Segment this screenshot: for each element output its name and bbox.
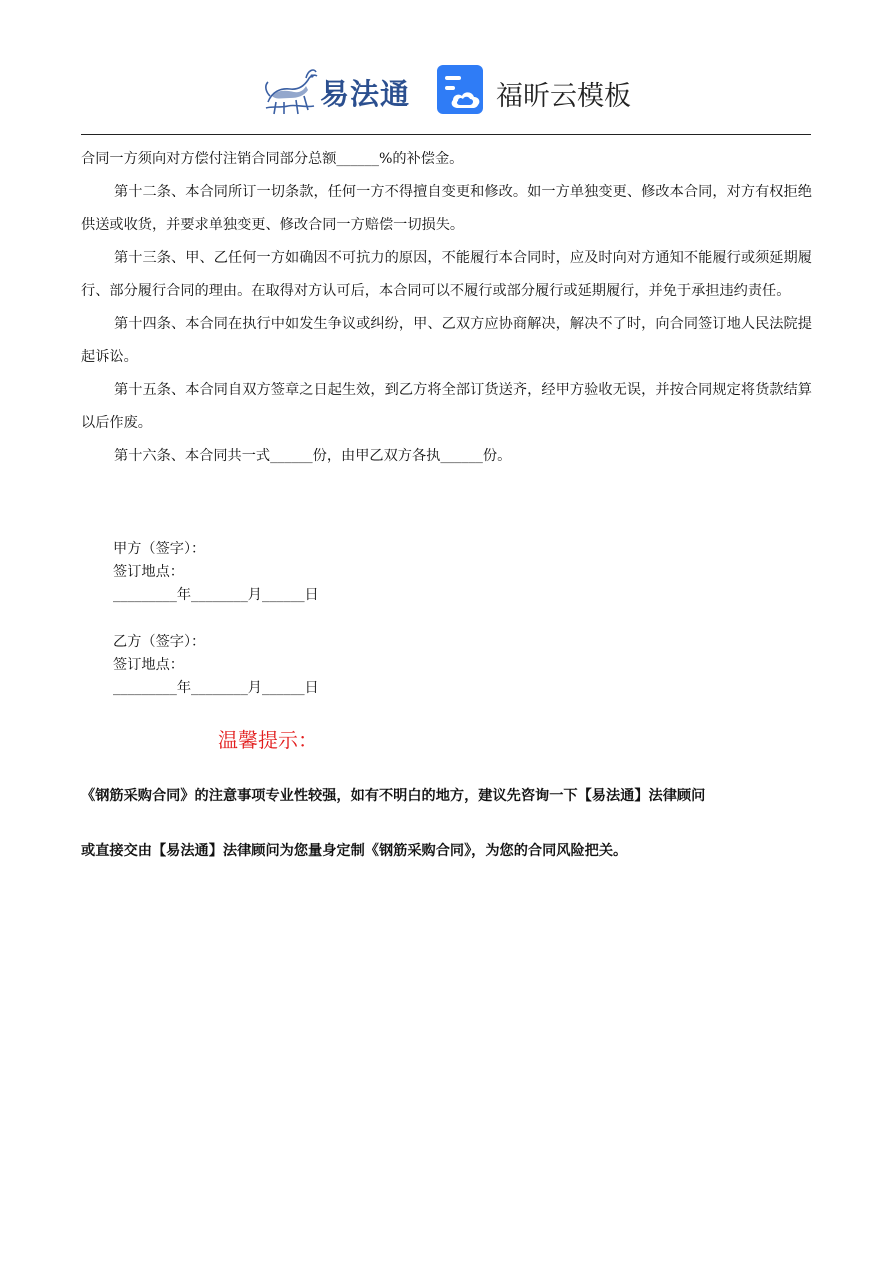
party-b-date-line: _________年________月______日 <box>113 680 319 696</box>
tip-line-1: 《钢筋采购合同》的注意事项专业性较强，如有不明白的地方，建议先咨询一下【易法通】法律顾问 <box>81 788 706 804</box>
party-b-place-label: 签订地点： <box>113 657 184 673</box>
foxit-cloud-icon <box>436 64 486 116</box>
party-a-sign-label: 甲方（签字）： <box>113 541 206 557</box>
clause-15: 第十五条、本合同自双方签章之日起生效，到乙方将全部订货送齐，经甲方验收无误，并按合同规定将货款结算以后作废。 <box>81 382 812 431</box>
party-b-sign-label: 乙方（签字）： <box>113 634 206 650</box>
paragraph-continuation: 合同一方须向对方偿付注销合同部分总额______%的补偿金。 <box>81 151 464 167</box>
header-divider <box>81 134 811 135</box>
yifatong-logo <box>262 62 412 120</box>
tip-line-2: 或直接交由【易法通】法律顾问为您量身定制《钢筋采购合同》，为您的合同风险把关。 <box>81 843 628 859</box>
party-b-signature-block <box>113 631 319 700</box>
contract-body <box>81 143 812 473</box>
clause-13: 第十三条、甲、乙任何一方如确因不可抗力的原因，不能履行本合同时，应及时向对方通知不能履行或须延期履行、部分履行合同的理由。在取得对方认可后，本合同可以不履行或部分履行或延期履行，并免于承担违约责任。 <box>81 250 812 299</box>
qilin-emblem-icon <box>262 62 320 120</box>
foxit-template-wordmark: 福昕云模板 <box>496 81 631 112</box>
party-a-date-line: _________年________月______日 <box>113 587 319 603</box>
clause-14: 第十四条、本合同在执行中如发生争议或纠纷，甲、乙双方应协商解决，解决不了时，向合同签订地人民法院提起诉讼。 <box>81 316 812 365</box>
foxit-template-logo <box>436 64 636 116</box>
clause-12: 第十二条、本合同所订一切条款，任何一方不得擅自变更和修改。如一方单独变更、修改本合同，对方有权拒绝供送或收货，并要求单独变更、修改合同一方赔偿一切损失。 <box>81 184 812 233</box>
party-a-place-label: 签订地点： <box>113 564 184 580</box>
clause-16: 第十六条、本合同共一式______份，由甲乙双方各执______份。 <box>114 448 512 464</box>
header <box>0 60 893 124</box>
tip-title: 温馨提示： <box>218 728 318 752</box>
party-a-signature-block <box>113 538 319 607</box>
yifatong-wordmark: 易法通 <box>320 77 411 111</box>
